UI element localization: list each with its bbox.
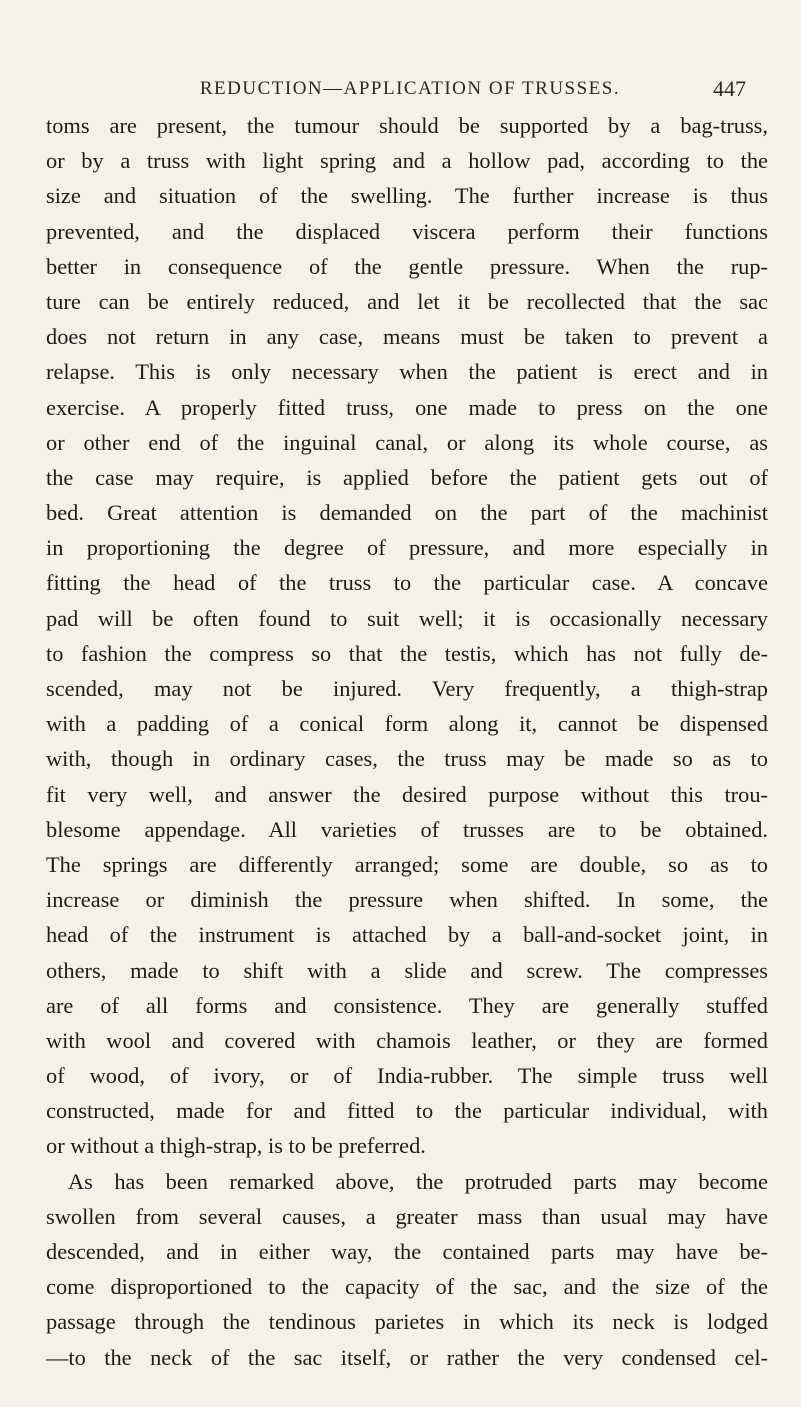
text-line: descended, and in either way, the contained parts may have be- bbox=[46, 1239, 768, 1264]
text-line: blesome appendage. All varieties of trusses are to be obtained. bbox=[46, 816, 768, 842]
paragraph-start-line: As has been remarked above, the protruded parts may become bbox=[68, 1168, 768, 1194]
text-line: pad will be often found to suit well; it is occasionally necessary bbox=[46, 605, 768, 631]
text-line: relapse. This is only necessary when the patient is erect and in bbox=[46, 359, 768, 385]
page-number: 447 bbox=[713, 76, 746, 101]
text-line: to fashion the compress so that the testis, which has not fully de- bbox=[46, 640, 768, 666]
text-line: with a padding of a conical form along it, cannot be dispensed bbox=[46, 711, 768, 737]
running-head bbox=[64, 76, 756, 106]
text-line: better in consequence of the gentle pressure. When the rup- bbox=[46, 253, 768, 279]
text-line: or other end of the inguinal canal, or along its whole course, as bbox=[46, 429, 768, 455]
running-title: REDUCTION—APPLICATION OF TRUSSES. bbox=[199, 78, 621, 99]
text-line: swollen from several causes, a greater mass than usual may have bbox=[46, 1203, 768, 1229]
text-line: fit very well, and answer the desired purpose without this trou- bbox=[46, 781, 768, 807]
text-line: ture can be entirely reduced, and let it be recollected that the sac bbox=[46, 288, 768, 314]
text-line: size and situation of the swelling. The further increase is thus bbox=[46, 183, 768, 209]
text-line: —to the neck of the sac itself, or rather the very condensed cel- bbox=[46, 1344, 768, 1370]
text-line: exercise. A properly fitted truss, one made to press on the one bbox=[46, 394, 768, 420]
text-line: does not return in any case, means must be taken to prevent a bbox=[46, 324, 768, 350]
text-line: increase or diminish the pressure when shifted. In some, the bbox=[46, 887, 768, 913]
text-line: fitting the head of the truss to the particular case. A concave bbox=[46, 570, 768, 596]
text-line: or by a truss with light spring and a hollow pad, according to the bbox=[46, 148, 768, 174]
text-line: passage through the tendinous parietes in which its neck is lodged bbox=[46, 1309, 768, 1335]
paragraph-end-line: or without a thigh-strap, is to be preferred. bbox=[46, 1133, 426, 1159]
text-line: constructed, made for and fitted to the particular individual, with bbox=[46, 1098, 768, 1124]
text-line: others, made to shift with a slide and screw. The compresses bbox=[46, 957, 768, 983]
text-line: scended, may not be injured. Very frequently, a thigh-strap bbox=[46, 676, 768, 701]
text-line: with, though in ordinary cases, the truss may be made so as to bbox=[46, 746, 768, 772]
text-line: The springs are differently arranged; some are double, so as to bbox=[46, 851, 768, 877]
text-line: head of the instrument is attached by a ball-and-socket joint, in bbox=[46, 922, 768, 948]
text-line: of wood, of ivory, or of India-rubber. The simple truss well bbox=[46, 1063, 768, 1089]
body-text bbox=[46, 108, 768, 1375]
text-line: bed. Great attention is demanded on the part of the machinist bbox=[46, 500, 768, 526]
text-line: are of all forms and consistence. They are generally stuffed bbox=[46, 992, 768, 1018]
text-line: toms are present, the tumour should be supported by a bag-truss, bbox=[46, 113, 768, 138]
text-line: prevented, and the displaced viscera perform their functions bbox=[46, 218, 768, 244]
text-line: with wool and covered with chamois leather, or they are formed bbox=[46, 1027, 768, 1053]
text-line: come disproportioned to the capacity of the sac, and the size of the bbox=[46, 1274, 768, 1300]
text-line: in proportioning the degree of pressure, and more especially in bbox=[46, 535, 768, 561]
text-line: the case may require, is applied before the patient gets out of bbox=[46, 464, 768, 490]
